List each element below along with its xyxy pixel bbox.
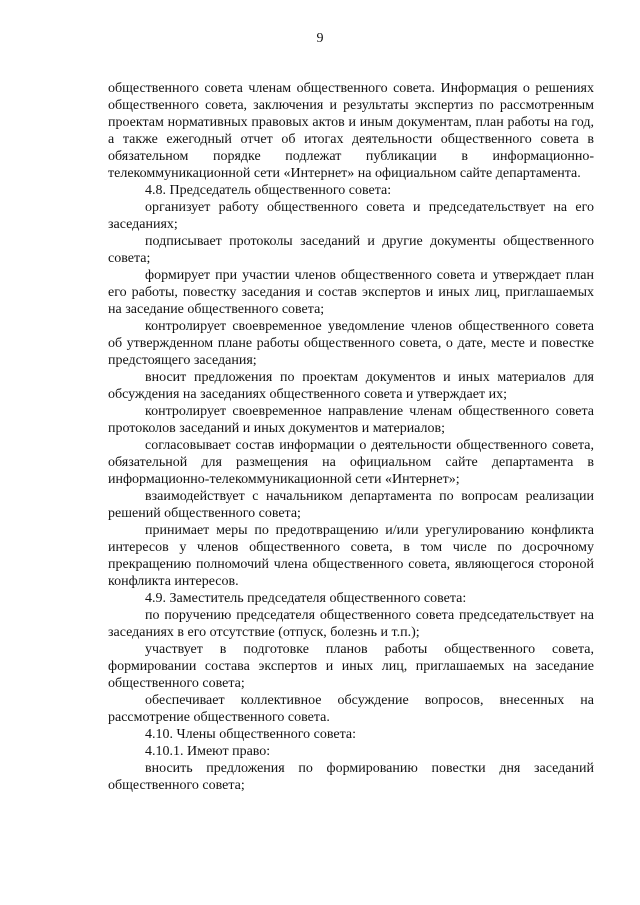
paragraph-section-4-10-1: 4.10.1. Имеют право:	[145, 744, 271, 759]
document-body	[108, 80, 594, 794]
paragraph-17: вносить предложения по формированию повестки дня заседаний общественного совета;	[108, 761, 594, 793]
paragraph-4: формирует при участии членов общественного совета и утверждает план его работы, повестку заседания и состав экспертов и иных лиц, приглашаемых на заседание общественного совета;	[108, 268, 594, 317]
paragraph-section-4-8: 4.8. Председатель общественного совета:	[145, 183, 392, 198]
paragraph-14: обеспечивает коллективное обсуждение вопросов, внесенных на рассмотрение общественного совета.	[108, 693, 594, 725]
paragraph-section-4-9: 4.9. Заместитель председателя общественного совета:	[145, 591, 467, 606]
paragraph-5: контролирует своевременное уведомление членов общественного совета об утвержденном плане работы общественного совета, о дате, месте и повестке предстоящего заседания;	[108, 319, 594, 368]
paragraph-7: контролирует своевременное направление членам общественного совета протоколов заседаний и иных документов и материалов;	[108, 404, 594, 436]
paragraph-9: взаимодействует с начальником департамента по вопросам реализации решений общественного совета;	[108, 489, 594, 521]
page-number: 9	[316, 31, 324, 46]
paragraph-10: принимает меры по предотвращению и/или урегулированию конфликта интересов у членов общественного совета, в том числе по досрочному прекращению полномочий члена общественного совета, являющегося стороной конфликта интересов.	[108, 523, 594, 589]
paragraph-section-4-10: 4.10. Члены общественного совета:	[145, 727, 356, 742]
paragraph-0: общественного совета членам общественного совета. Информация о решениях общественного совета, заключения и результаты экспертиз по рассмотренным проектам нормативных правовых актов и иным документам, план работы на год, а также ежегодный отчет об итогах деятельности общественного совета в обязательном порядке подлежат публикации в информационно-телекоммуникационной сети «Интернет» на официальном сайте департамента.	[108, 81, 594, 181]
paragraph-3: подписывает протоколы заседаний и другие документы общественного совета;	[108, 234, 594, 266]
paragraph-13: участвует в подготовке планов работы общественного совета, формировании состава экспертов и иных лиц, приглашаемых на заседание общественного совета;	[108, 642, 594, 691]
paragraph-6: вносит предложения по проектам документов и иных материалов для обсуждения на заседаниях общественного совета и утверждает их;	[108, 370, 594, 402]
paragraph-12: по поручению председателя общественного совета председательствует на заседаниях в его отсутствие (отпуск, болезнь и т.п.);	[108, 608, 594, 640]
paragraph-8: согласовывает состав информации о деятельности общественного совета, обязательной для размещения на официальном сайте департамента в информационно-телекоммуникационной сети «Интернет»;	[108, 438, 594, 487]
paragraph-2: организует работу общественного совета и председательствует на его заседаниях;	[108, 200, 594, 232]
